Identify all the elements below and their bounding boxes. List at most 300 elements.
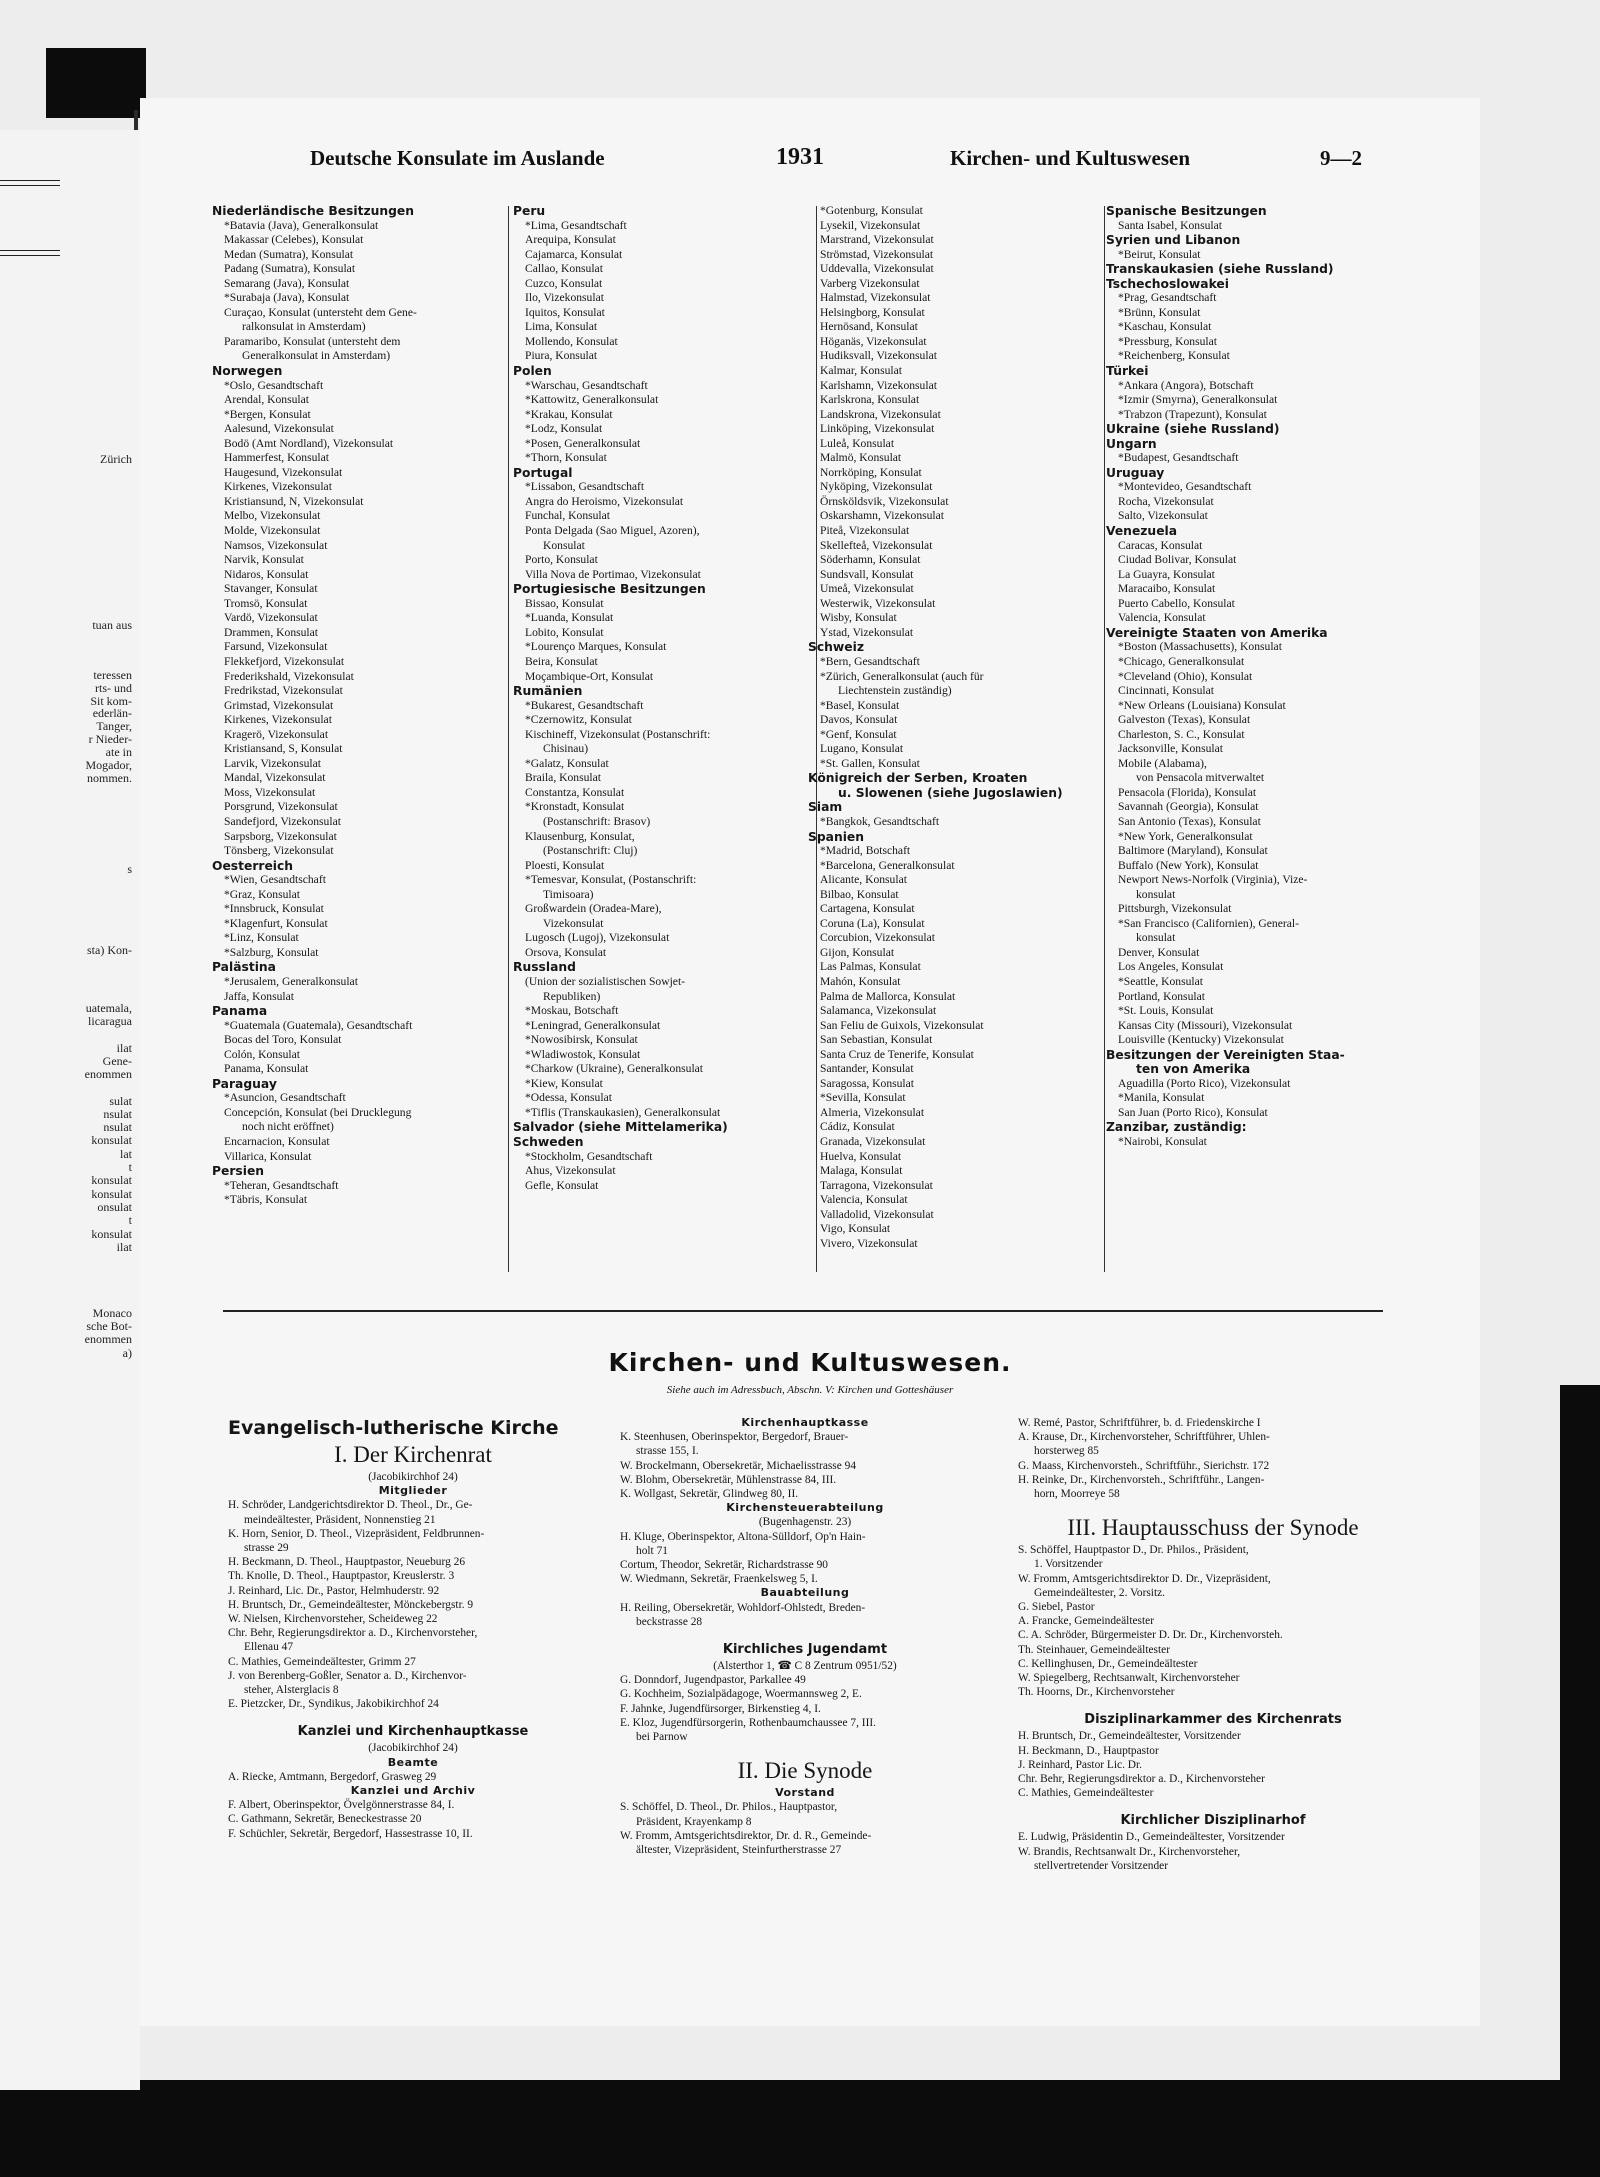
entry-line: strasse 155, I. [636,1445,699,1458]
country-heading: Salvador (siehe Mittelamerika) [513,1120,728,1135]
country-heading: Portugal [513,465,573,480]
entry-line: *Bangkok, Gesandtschaft [820,814,940,828]
entry-line: Uddevalla, Vizekonsulat [820,262,934,276]
entry-line: horsterweg 85 [1034,1445,1099,1458]
entry-line: Kalmar, Konsulat [820,364,902,378]
group-heading: Beamte [387,1755,439,1769]
entry-line: Panama, Konsulat [224,1062,309,1076]
entry-line: Sundsvall, Konsulat [820,567,914,581]
entry-line: Lobito, Konsulat [525,625,604,639]
entry-line: Republiken) [543,989,601,1003]
entry-line: Landskrona, Vizekonsulat [820,407,941,421]
entry-line: *Posen, Generalkonsulat [525,436,641,450]
entry-line: *Chicago, Generalkonsulat [1118,654,1245,668]
entry-line: Arendal, Konsulat [224,393,310,407]
entry-line: *Trabzon (Trapezunt), Konsulat [1118,407,1267,421]
entry-line: Kirkenes, Vizekonsulat [224,480,332,494]
page-sheet [140,98,1480,2026]
country-heading: Rumänien [513,684,583,699]
previous-page-text: enommen [84,1067,132,1081]
entry-line: Flekkefjord, Vizekonsulat [224,654,345,668]
entry-line: *Cleveland (Ohio), Konsulat [1118,669,1253,683]
entry-line: *Budapest, Gesandtschaft [1118,451,1239,465]
entry-line: Nyköping, Vizekonsulat [820,480,933,494]
entry-line: Funchal, Konsulat [525,509,611,523]
entry-line: H. Schröder, Landgerichtsdirektor D. Theol., Dr., Ge- [228,1499,473,1512]
entry-line: C. A. Schröder, Bürgermeister D. Dr. Dr., Kirchenvorsteh. [1018,1629,1283,1642]
previous-page-rule [0,180,60,181]
previous-page-text: nsulat [103,1107,132,1121]
section-divider [223,1310,1383,1312]
entry-line: *Seattle, Konsulat [1118,974,1204,988]
entry-line: (Bugenhagenstr. 23) [758,1516,852,1529]
entry-line: Piteå, Vizekonsulat [820,524,910,538]
previous-page-text: Tanger, [96,719,132,733]
entry-line: Jacksonville, Konsulat [1118,742,1223,756]
entry-line: San Antonio (Texas), Konsulat [1118,814,1261,828]
entry-line: Cajamarca, Konsulat [525,247,623,261]
entry-line: Beira, Konsulat [525,654,598,668]
entry-line: Villarica, Konsulat [224,1149,312,1163]
country-heading: Paraguay [212,1076,277,1091]
previous-page-rule [0,250,60,251]
entry-line: G. Siebel, Pastor [1018,1601,1095,1614]
entry-line: Santander, Konsulat [820,1062,914,1076]
entry-line: Varberg Vizekonsulat [820,276,920,290]
previous-page-text: sulat [109,1094,132,1108]
entry-line: ältester, Vizepräsident, Steinfurtherstrasse 27 [636,1844,842,1857]
entry-line: Ystad, Vizekonsulat [820,625,914,639]
entry-line: Ploesti, Konsulat [525,858,605,872]
spacer [620,1629,990,1641]
entry-line: *Krakau, Konsulat [525,407,613,421]
entry-line: (Alsterthor 1, ☎ C 8 Zentrum 0951/52) [713,1660,897,1673]
entry-line: steher, Alsterglacis 8 [244,1684,339,1697]
entry-line: (Union der sozialistischen Sowjet- [525,974,686,988]
church-column-1 [228,1416,598,1841]
entry-line: Denver, Konsulat [1118,945,1200,959]
country-heading: Türkei [1106,364,1149,379]
entry-line: Generalkonsulat in Amsterdam) [242,349,391,363]
entry-line: Marstrand, Vizekonsulat [820,233,934,247]
entry-line: Luleå, Konsulat [820,436,895,450]
entry-line: Th. Hoorns, Dr., Kirchenvorsteher [1018,1686,1175,1699]
country-heading: Peru [513,204,546,218]
previous-page-text: teressen [93,668,132,682]
entry-line: *Innsbruck, Konsulat [224,902,324,916]
country-heading: Portugiesische Besitzungen [513,582,706,597]
previous-page-text: Mogador, [85,758,132,772]
entry-line: H. Kluge, Oberinspektor, Altona-Sülldorf, Op'n Hain- [620,1530,866,1543]
entry-line: C. Gathmann, Sekretär, Beneckestrasse 20 [228,1813,422,1826]
entry-line: A. Francke, Gemeindeältester [1018,1615,1154,1628]
entry-line: Las Palmas, Konsulat [820,960,921,974]
entry-line: *Charkow (Ukraine), Generalkonsulat [525,1062,704,1076]
country-heading: Venezuela [1106,524,1178,539]
entry-line: G. Donndorf, Jugendpastor, Parkallee 49 [620,1674,806,1687]
entry-line: *Gotenburg, Konsulat [820,204,923,217]
entry-line: F. Jahnke, Jugendfürsorger, Birkenstieg 4, I. [620,1702,821,1715]
entry-line: Cartagena, Konsulat [820,902,915,916]
previous-page-text: ilat [116,1240,132,1254]
entry-line: *Bern, Gesandtschaft [820,654,920,668]
previous-page-text: r Nieder- [88,732,132,746]
entry-line: *Jerusalem, Generalkonsulat [224,974,358,988]
entry-line: noch nicht eröffnet) [242,1120,334,1134]
entry-line: *Nairobi, Konsulat [1118,1135,1207,1148]
entry-line: *Guatemala (Guatemala), Gesandtschaft [224,1018,413,1032]
entry-line: Nidaros, Konsulat [224,567,309,581]
entry-line: Drammen, Konsulat [224,625,319,639]
entry-line: J. von Berenberg-Goßler, Senator a. D., Kirchenvor- [228,1669,467,1682]
entry-line: *Luanda, Konsulat [525,611,614,625]
entry-line: Konsulat [543,538,585,552]
section-heading: II. Die Synode [737,1758,873,1784]
entry-line: Karlshamn, Vizekonsulat [820,378,937,392]
entry-line: Porto, Konsulat [525,553,598,567]
entry-line: Lima, Konsulat [525,320,598,334]
entry-line: Norrköping, Konsulat [820,465,922,479]
church-column-3 [1018,1416,1408,1873]
entry-line: Ciudad Bolivar, Konsulat [1118,553,1237,567]
entry-line: Encarnacion, Konsulat [224,1135,330,1148]
entry-line: A. Riecke, Amtmann, Bergedorf, Grasweg 29 [228,1770,437,1783]
header-left: Deutsche Konsulate im Auslande [310,146,605,170]
entry-line: Tarragona, Vizekonsulat [820,1178,933,1192]
entry-line: Malmö, Konsulat [820,451,902,465]
country-heading: Königreich der Serben, Kroaten [808,771,1028,786]
entry-line: W. Remé, Pastor, Schriftführer, b. d. Friedenskirche I [1018,1417,1261,1429]
entry-line: *Täbris, Konsulat [224,1193,308,1207]
entry-line: *St. Louis, Konsulat [1118,1004,1214,1018]
entry-line: *Reichenberg, Konsulat [1118,349,1230,363]
entry-line: *Bukarest, Gesandtschaft [525,698,644,712]
entry-line: *Asuncion, Gesandtschaft [224,1091,346,1105]
previous-page-text: a) [122,1346,132,1360]
section-heading: I. Der Kirchenrat [334,1442,492,1467]
entry-line: Lysekil, Vizekonsulat [820,218,921,232]
column-divider [508,206,509,1272]
entry-line: Molde, Vizekonsulat [224,524,321,538]
country-heading: Transkaukasien (siehe Russland) [1106,262,1334,277]
entry-line: Newport News-Norfolk (Virginia), Vize- [1118,873,1308,887]
entry-line: W. Brandis, Rechtsanwalt Dr., Kirchenvorsteher, [1018,1845,1241,1858]
entry-line: *Beirut, Konsulat [1118,247,1201,261]
entry-line: Los Angeles, Konsulat [1118,960,1224,974]
top-black-tab [46,48,146,118]
entry-line: Iquitos, Konsulat [525,305,605,319]
entry-line: San Juan (Porto Rico), Konsulat [1118,1105,1268,1119]
entry-line: Braila, Konsulat [525,771,601,785]
entry-line: *Kiew, Konsulat [525,1076,603,1090]
entry-line: Louisville (Kentucky) Vizekonsulat [1118,1033,1284,1047]
previous-page-text: konsulat [91,1227,132,1241]
entry-line: H. Reiling, Obersekretär, Wohldorf-Ohlstedt, Breden- [620,1601,866,1614]
entry-line: Mandal, Vizekonsulat [224,771,326,785]
country-heading: Tschechoslowakei [1106,276,1229,291]
entry-line: (Postanschrift: Cluj) [543,844,638,858]
church-title: Evangelisch-lutherische Kirche [228,1417,559,1439]
entry-line: *Czernowitz, Konsulat [525,713,632,727]
entry-line: Örnsköldsvik, Vizekonsulat [820,494,949,508]
entry-line: *Leningrad, Generalkonsulat [525,1018,661,1032]
entry-line: *Brünn, Konsulat [1118,305,1201,319]
bottom-black-band [0,2080,1600,2177]
entry-line: Lugano, Konsulat [820,742,904,756]
previous-page-text: lat [120,1147,132,1161]
group-heading: Mitglieder [378,1484,448,1498]
entry-line: H. Bruntsch, Dr., Gemeindeältester, Vorsitzender [1018,1730,1241,1743]
entry-line: *Graz, Konsulat [224,887,300,901]
entry-line: Villa Nova de Portimao, Vizekonsulat [525,567,701,581]
entry-line: Semarang (Java), Konsulat [224,276,350,290]
entry-line: A. Krause, Dr., Kirchenvorsteher, Schriftführer, Uhlen- [1018,1431,1270,1444]
entry-line: (Jacobikirchhof 24) [368,1471,458,1483]
entry-line: Piura, Konsulat [525,349,598,363]
entry-line: *Sevilla, Konsulat [820,1091,906,1105]
entry-line: Coruna (La), Konsulat [820,916,925,930]
section-title: Kirchen- und Kultuswesen. [608,1348,1012,1377]
previous-page-text: ederlän- [92,706,132,720]
entry-line: W. Brockelmann, Obersekretär, Michaelisstrasse 94 [620,1459,857,1472]
entry-line: bei Parnow [636,1731,688,1744]
entry-line: *Salzburg, Konsulat [224,945,319,959]
entry-line: Curaçao, Konsulat (untersteht dem Gene- [224,305,417,319]
entry-line: Larvik, Vizekonsulat [224,756,321,770]
country-heading: Oesterreich [212,858,294,873]
entry-line: Klausenburg, Konsulat, [525,829,635,843]
entry-line: Sarpsborg, Vizekonsulat [224,829,337,843]
group-heading: Kirchensteuerabteilung [726,1501,884,1515]
entry-line: K. Wollgast, Sekretär, Glindweg 80, II. [620,1488,799,1501]
entry-line: Angra do Heroismo, Vizekonsulat [525,494,684,508]
country-heading: Palästina [212,960,276,975]
subsection-heading: Kirchlicher Disziplinarhof [1120,1813,1306,1829]
entry-line: Cádiz, Konsulat [820,1120,895,1134]
consulate-column-1 [212,204,505,1208]
entry-line: holt 71 [636,1544,668,1557]
entry-line: Oskarshamn, Vizekonsulat [820,509,945,523]
entry-line: *Surabaja (Java), Konsulat [224,291,350,305]
entry-line: Padang (Sumatra), Konsulat [224,262,356,276]
entry-line: Tromsö, Konsulat [224,596,308,610]
entry-line: Lugosch (Lugoj), Vizekonsulat [525,931,670,945]
header-right: Kirchen- und Kultuswesen [950,146,1190,170]
entry-line: Gemeindeältester, 2. Vorsitz. [1034,1586,1166,1599]
entry-line: E. Ludwig, Präsidentin D., Gemeindeältester, Vorsitzender [1018,1831,1285,1844]
spacer [620,1744,990,1756]
country-heading: Polen [513,364,552,379]
entry-line: Puerto Cabello, Konsulat [1118,596,1235,610]
entry-line: Ponta Delgada (Sao Miguel, Azoren), [525,524,700,538]
entry-line: Melbo, Vizekonsulat [224,509,321,523]
entry-line: strasse 29 [244,1542,289,1555]
entry-line: von Pensacola mitverwaltet [1136,771,1265,785]
entry-line: *Genf, Konsulat [820,727,897,741]
entry-line: Linköping, Vizekonsulat [820,422,935,436]
entry-line: Aalesund, Vizekonsulat [224,422,334,436]
entry-line: Moss, Vizekonsulat [224,785,316,799]
church-column-2 [620,1416,990,1857]
previous-page-text: Monaco [92,1306,132,1320]
entry-line: Namsos, Vizekonsulat [224,538,328,552]
previous-page-text: sche Bot- [86,1319,132,1333]
previous-page-text: t [128,1160,132,1174]
entry-line: *Nowosibirsk, Konsulat [525,1033,638,1047]
entry-line: Medan (Sumatra), Konsulat [224,247,354,261]
previous-page-rule [0,185,60,186]
previous-page-text: Sit kom- [90,694,132,708]
entry-line: Cincinnati, Konsulat [1118,684,1214,698]
entry-line: Gijon, Konsulat [820,945,895,959]
previous-page-text: ate in [105,745,132,759]
entry-line: Colón, Konsulat [224,1047,301,1061]
entry-line: Kristiansand, S, Konsulat [224,742,343,756]
entry-line: Moçambique-Ort, Konsulat [525,669,654,683]
entry-line: *Prag, Gesandtschaft [1118,291,1217,305]
entry-line: Stavanger, Konsulat [224,582,318,596]
entry-line: Concepción, Konsulat (bei Drucklegung [224,1105,412,1119]
entry-line: Maracaibo, Konsulat [1118,582,1216,596]
previous-page-text: sta) Kon- [87,943,132,957]
entry-line: Helsingborg, Konsulat [820,305,925,319]
entry-line: *Stockholm, Gesandtschaft [525,1149,653,1163]
country-heading: ten von Amerika [1136,1062,1251,1077]
entry-line: *Boston (Massachusetts), Konsulat [1118,640,1282,654]
entry-line: H. Reinke, Dr., Kirchenvorsteh., Schriftführ., Langen- [1018,1473,1265,1486]
entry-line: *Linz, Konsulat [224,931,299,945]
entry-line: Chr. Behr, Regierungsdirektor a. D., Kirchenvorsteher, [228,1627,478,1640]
entry-line: C. Mathies, Gemeindeältester [1018,1787,1154,1800]
entry-line: *Kaschau, Konsulat [1118,320,1212,334]
entry-line: Galveston (Texas), Konsulat [1118,713,1251,727]
entry-line: Santa Cruz de Tenerife, Konsulat [820,1047,974,1061]
entry-line: ralkonsulat in Amsterdam) [242,320,366,334]
entry-line: Kragerö, Vizekonsulat [224,727,329,741]
entry-line: meindeältester, Präsident, Nonnenstieg 21 [244,1513,436,1526]
entry-line: W. Fromm, Amtsgerichtsdirektor, Dr. d. R., Gemeinde- [620,1829,872,1842]
previous-page-text: rts- und [95,681,132,695]
consulate-column-4 [1106,204,1406,1150]
entry-line: Timisoara) [543,887,594,901]
previous-page-text: Gene- [102,1054,132,1068]
entry-line: Salto, Vizekonsulat [1118,509,1208,523]
country-heading: u. Slowenen (siehe Jugoslawien) [838,785,1063,800]
entry-line: K. Horn, Senior, D. Theol., Vizepräsident, Feldbrunnen- [228,1527,485,1540]
entry-line: Portland, Konsulat [1118,989,1205,1003]
entry-line: Charleston, S. C., Konsulat [1118,727,1245,741]
entry-line: Jaffa, Konsulat [224,989,294,1003]
entry-line: Gefle, Konsulat [525,1178,599,1192]
entry-line: Th. Steinhauer, Gemeindeältester [1018,1643,1170,1656]
entry-line: H. Beckmann, D. Theol., Hauptpastor, Neueburg 26 [228,1556,466,1569]
entry-line: Chisinau) [543,742,589,756]
subsection-heading: Kirchliches Jugendamt [722,1642,888,1658]
entry-line: Porsgrund, Vizekonsulat [224,800,338,814]
entry-line: J. Reinhard, Lic. Dr., Pastor, Helmhuderstr. 92 [228,1584,440,1597]
entry-line: *Moskau, Botschaft [525,1004,619,1018]
entry-line: Saragossa, Konsulat [820,1076,915,1090]
entry-line: Ahus, Vizekonsulat [525,1164,616,1178]
entry-line: Kirkenes, Vizekonsulat [224,713,332,727]
entry-line: Davos, Konsulat [820,713,898,727]
entry-line: Pittsburgh, Vizekonsulat [1118,902,1232,916]
entry-line: (Jacobikirchhof 24) [368,1742,458,1755]
column-divider [1104,206,1105,1272]
country-heading: Schweden [513,1135,584,1149]
previous-page-text: konsulat [91,1173,132,1187]
entry-line: Granada, Vizekonsulat [820,1135,926,1148]
previous-page-text: uatemala, [85,1001,132,1015]
entry-line: *Batavia (Java), Generalkonsulat [224,218,379,232]
country-heading: Niederländische Besitzungen [212,204,415,218]
entry-line: H. Bruntsch, Dr., Gemeindeältester, Mönckebergstr. 9 [228,1598,474,1611]
previous-page-rule [0,255,60,256]
entry-line: Almeria, Vizekonsulat [820,1105,925,1119]
entry-line: Arequipa, Konsulat [525,233,616,247]
country-heading: Ukraine (siehe Russland) [1106,422,1280,437]
entry-line: *St. Gallen, Konsulat [820,756,920,770]
entry-line: Hudiksvall, Vizekonsulat [820,349,937,363]
right-black-band [1560,1385,1600,2085]
entry-line: Großwardein (Oradea-Mare), [525,902,662,916]
country-heading: Syrien und Libanon [1106,233,1241,248]
entry-line: San Feliu de Guixols, Vizekonsulat [820,1018,984,1032]
entry-line: Aguadilla (Porto Rico), Vizekonsulat [1118,1076,1291,1090]
entry-line: *New York, Generalkonsulat [1118,829,1253,843]
entry-line: stellvertretender Vorsitzender [1034,1859,1168,1872]
entry-line: Fredrikstad, Vizekonsulat [224,684,343,698]
entry-line: Kischineff, Vizekonsulat (Postanschrift: [525,727,711,741]
entry-line: Orsova, Konsulat [525,945,607,959]
entry-line: (Postanschrift: Brasov) [543,814,651,828]
entry-line: *Wien, Gesandtschaft [224,873,326,887]
entry-line: Bocas del Toro, Konsulat [224,1033,342,1047]
country-heading: Zanzibar, zuständig: [1106,1120,1247,1135]
entry-line: Ilo, Vizekonsulat [525,291,604,305]
entry-line: *Ankara (Angora), Botschaft [1118,378,1254,392]
entry-line: *Kronstadt, Konsulat [525,800,625,814]
entry-line: horn, Moorreye 58 [1034,1488,1120,1501]
entry-line: *Oslo, Gesandtschaft [224,378,324,392]
spacer [1018,1800,1408,1812]
entry-line: *Teheran, Gesandtschaft [224,1178,339,1192]
entry-line: G. Maass, Kirchenvorsteh., Schriftführ., Sierichstr. 172 [1018,1459,1270,1472]
previous-page-text: s [127,862,132,876]
entry-line: Malaga, Konsulat [820,1164,903,1178]
entry-line: Bodö (Amt Nordland), Vizekonsulat [224,436,394,450]
entry-line: Tönsberg, Vizekonsulat [224,844,334,858]
entry-line: *Lissabon, Gesandtschaft [525,480,645,494]
entry-line: Callao, Konsulat [525,262,603,276]
entry-line: Karlskrona, Konsulat [820,393,920,407]
entry-line: *Kattowitz, Generalkonsulat [525,393,659,407]
entry-line: W. Wiedmann, Sekretär, Fraenkelsweg 5, I. [620,1573,818,1586]
entry-line: San Sebastian, Konsulat [820,1033,933,1047]
entry-line: J. Reinhard, Pastor Lic. Dr. [1018,1758,1143,1771]
entry-line: Grimstad, Vizekonsulat [224,698,334,712]
entry-line: Mahón, Konsulat [820,974,901,988]
entry-line: Kansas City (Missouri), Vizekonsulat [1118,1018,1293,1032]
entry-line: Halmstad, Vizekonsulat [820,291,931,305]
entry-line: Valencia, Konsulat [1118,611,1206,625]
section-heading: III. Hauptausschuss der Synode [1067,1515,1359,1541]
country-heading: Persien [212,1164,265,1179]
entry-line: Wisby, Konsulat [820,611,897,625]
entry-line: E. Pietzcker, Dr., Syndikus, Jakobikirchhof 24 [228,1698,439,1711]
entry-line: Umeå, Vizekonsulat [820,582,914,596]
entry-line: *Izmir (Smyrna), Generalkonsulat [1118,393,1278,407]
